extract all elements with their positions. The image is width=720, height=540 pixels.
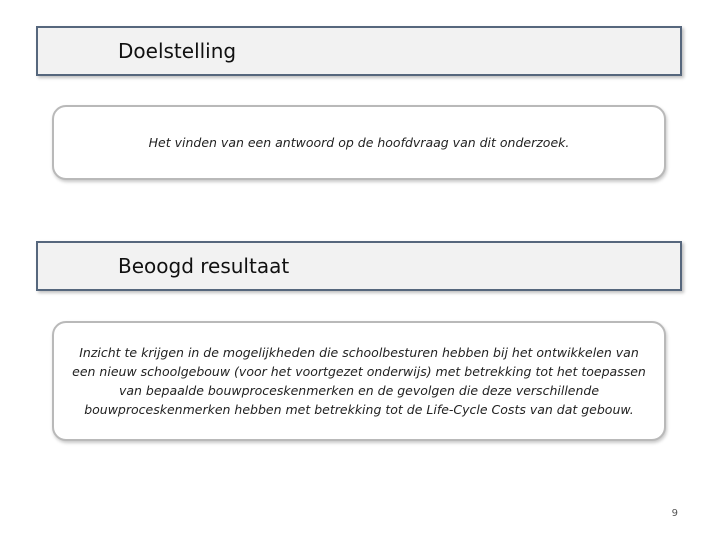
beoogd-resultaat-text: Inzicht te krijgen in de mogelijkheden die schoolbesturen hebben bij het ontwikkelen van een nieuw schoolgebouw (voor het voortgezet onderwijs) met betrekking tot het toepassen van bepaalde bouwproceskenmerken en de gevolgen die deze verschillende bouwproceskenmerken hebben met betrekking tot de Life-Cycle Costs van dat gebouw.: [72, 345, 646, 417]
page-number: 9: [671, 508, 678, 519]
beoogd-resultaat-text-box: [52, 321, 666, 441]
beoogd-resultaat-header: [36, 241, 682, 291]
doelstelling-title: Doelstelling: [118, 39, 237, 63]
doelstelling-text-box: [52, 105, 666, 180]
doelstelling-header: [36, 26, 682, 76]
doelstelling-text: Het vinden van een antwoord op de hoofdvraag van dit onderzoek.: [148, 135, 570, 150]
beoogd-resultaat-title: Beoogd resultaat: [118, 254, 290, 278]
